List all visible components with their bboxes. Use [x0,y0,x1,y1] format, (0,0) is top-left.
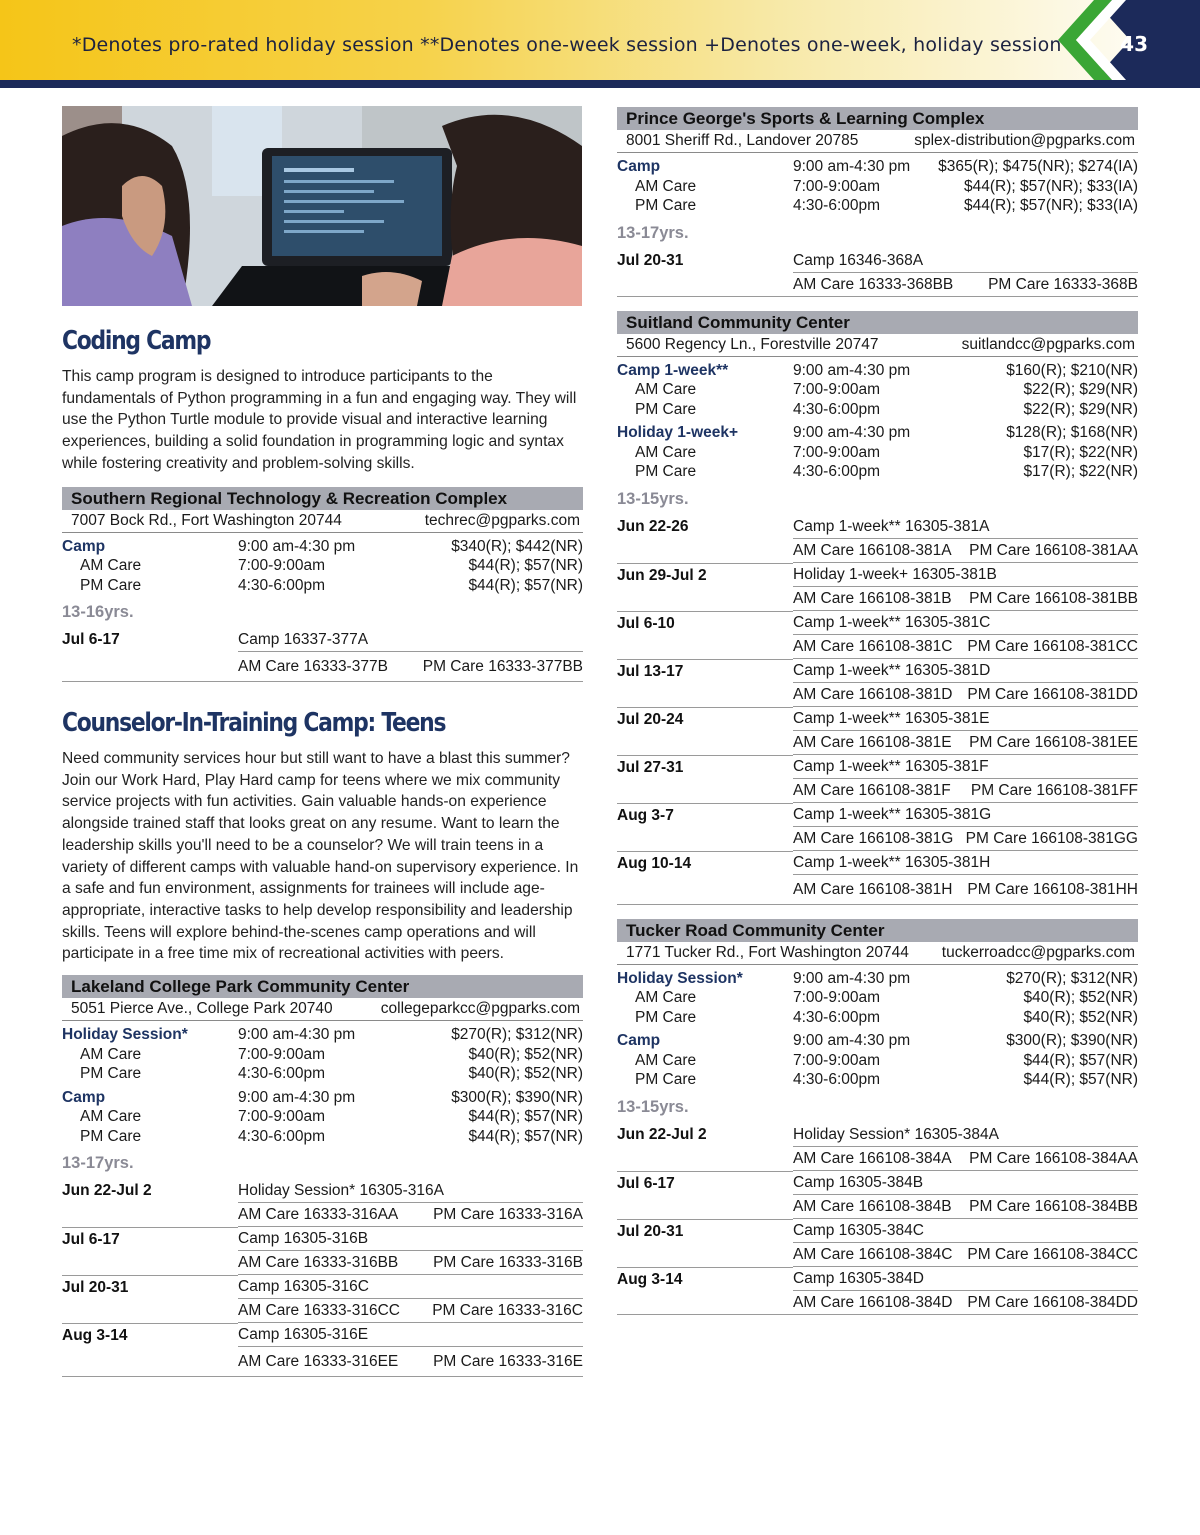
session-date: Jun 29-Jul 2 [617,563,793,587]
care-row [617,875,1138,905]
pm-care-code: PM Care 166108-381HH [967,880,1138,898]
fee-table [62,1025,583,1146]
location-email[interactable]: splex-distribution@pgparks.com [914,132,1135,149]
care-row [617,731,1138,755]
cit-camp-title: Counselor-In-Training Camp: Teens [62,708,446,739]
fee-table [617,969,1138,1090]
fee-price: $365(R); $475(NR); $274(IA) [938,158,1138,175]
location-email[interactable]: tuckerroadcc@pgparks.com [941,943,1135,961]
fee-name: AM Care [635,381,697,398]
am-care-code: AM Care 166108-381B [793,589,952,607]
location-suitland [617,311,1138,905]
fee-row [617,380,1138,400]
schedule-row [617,611,1138,635]
session-date: Jul 20-31 [617,251,684,269]
care-row [617,587,1138,611]
fee-row [62,1088,583,1108]
fee-table [62,537,583,596]
am-care-code: AM Care 166108-384B [793,1197,952,1215]
fee-time: 4:30-6:00pm [238,1127,326,1145]
session-date: Aug 3-7 [617,803,793,827]
fee-name: AM Care [635,989,697,1006]
location-address-row [62,998,583,1021]
fee-row [62,556,583,576]
fee-time: 4:30-6:00pm [793,197,881,214]
schedule-row [617,1219,1138,1243]
care-row [62,1299,583,1323]
fee-price: $17(R); $22(NR) [1023,463,1138,480]
coding-camp-title: Coding Camp [62,326,211,356]
location-email[interactable]: suitlandcc@pgparks.com [961,335,1135,353]
location-address: 7007 Bock Rd., Fort Washington 20744 [71,511,342,529]
care-row [617,827,1138,851]
fee-name: Camp [62,537,106,555]
fee-row [617,443,1138,463]
pm-care-code: PM Care 166108-381EE [969,733,1138,751]
pm-care-code: PM Care 166108-384CC [967,1245,1138,1263]
am-care-code: AM Care 16333-368BB [793,275,954,293]
camp-code: Camp 16305-316B [238,1227,583,1251]
am-care-code: AM Care 166108-381D [793,685,953,703]
fee-price: $44(R); $57(NR); $33(IA) [963,177,1138,195]
location-email[interactable]: techrec@pgparks.com [424,511,580,529]
fee-row [617,1008,1138,1028]
session-date: Jul 6-10 [617,611,793,635]
fee-row [617,177,1138,197]
pm-care-code: PM Care 166108-381CC [967,637,1138,655]
fee-price: $300(R); $390(NR) [451,1088,583,1106]
fee-name: PM Care [635,197,697,214]
fee-time: 4:30-6:00pm [793,400,881,418]
cit-camp-description: Need community services hour but still want to have a blast this summer? Join our Work Hard, Play Hard camp for teens where we mix community service projects with fun activities. Gain valuable hands-on experience alongside trained staff that looks great on any resume. Want to learn the leadership skills you'll need to be a counselor? We will train teens in a variety of different camps with valuable hand-on supervisory experience. In a safe and fun environment, assignments for trainees will include age-appropriate, interactive tasks to help develop responsibility and leadership skills. Teens will explore behind-the-scenes camp operations and will participate in a free time mix of recreational activities with peers. [62,750,579,963]
fee-row [62,576,583,596]
fee-name: PM Care [80,1065,142,1083]
fee-time: 7:00-9:00am [793,177,881,195]
care-row [62,1251,583,1275]
location-name: Suitland Community Center [617,311,1138,334]
schedule-row [617,249,1138,273]
care-row [617,1243,1138,1267]
am-care-code: AM Care 166108-384A [793,1149,952,1167]
schedule-row [62,628,583,652]
schedule-row [617,1123,1138,1147]
location-name: Prince George's Sports & Learning Complex [617,107,1138,130]
fee-time: 7:00-9:00am [238,1045,326,1063]
schedule-table [617,1123,1138,1315]
location-address-row [62,510,583,533]
fee-row [62,537,583,557]
fee-name: Holiday Session* [617,969,743,987]
camp-code: Camp 16305-384C [793,1219,1138,1243]
care-row [617,273,1138,297]
fee-price: $44(R); $57(NR) [468,1127,583,1145]
location-address: 5051 Pierce Ave., College Park 20740 [71,1000,333,1018]
am-care-code: AM Care 16333-316BB [238,1254,399,1272]
fee-time: 4:30-6:00pm [793,1008,881,1026]
pm-care-code: PM Care 16333-316A [433,1206,583,1224]
fee-name: PM Care [80,576,142,594]
camp-code: Camp 16305-316C [238,1275,583,1299]
fee-time: 9:00 am-4:30 pm [238,537,356,555]
am-care-code: AM Care 16333-316EE [238,1353,399,1371]
pm-care-code: PM Care 166108-381DD [967,685,1138,703]
care-row [617,539,1138,563]
camp-code: Camp 16337-377A [238,628,583,652]
schedule-row [62,1275,583,1299]
session-date: Aug 3-14 [617,1267,793,1291]
schedule-table [62,628,583,682]
fee-price: $300(R); $390(NR) [1006,1032,1138,1049]
fee-time: 9:00 am-4:30 pm [793,424,911,441]
fee-price: $22(R); $29(NR) [1023,381,1138,398]
session-date: Jul 27-31 [617,755,793,779]
care-row [617,1147,1138,1171]
fee-price: $40(R); $52(NR) [1023,1008,1138,1026]
fee-time: 7:00-9:00am [793,443,881,461]
care-row [62,1203,583,1227]
schedule-row [617,1267,1138,1291]
pm-care-code: PM Care 16333-316E [433,1353,583,1371]
pm-care-code: PM Care 166108-381GG [965,829,1138,847]
am-care-code: AM Care 16333-316AA [238,1206,399,1224]
care-row [617,683,1138,707]
fee-price: $44(R); $57(NR); $33(IA) [963,197,1138,214]
am-care-code: AM Care 166108-381E [793,733,952,751]
fee-name: PM Care [80,1127,142,1145]
fee-name: PM Care [635,1008,697,1026]
fee-row [617,988,1138,1008]
camp-code: Holiday Session* 16305-316A [238,1179,583,1203]
location-southern-regional [62,487,583,683]
pm-care-code: PM Care 166108-381FF [970,781,1138,799]
camp-code: Camp 16305-316E [238,1323,583,1347]
page-number: 43 [1120,32,1148,56]
fee-row [62,1025,583,1045]
session-date: Jul 13-17 [617,659,793,683]
location-email[interactable]: collegeparkcc@pgparks.com [380,1000,580,1018]
pm-care-code: PM Care 166108-384BB [969,1197,1138,1215]
location-address-row [617,334,1138,357]
schedule-row [617,851,1138,875]
fee-name: Camp 1-week** [617,361,729,379]
fee-row [617,1031,1138,1051]
coding-camp-description: This camp program is designed to introduce participants to the fundamentals of Python programming in a fun and engaging way. They will use the Python Turtle module to provide visual and interactive learning experiences, building a solid foundation in programming logic and syntax while fostering creativity and problem-solving skills. [62,368,577,472]
am-care-code: AM Care 166108-381F [793,781,951,799]
fee-time: 7:00-9:00am [238,1108,326,1126]
schedule-row [617,707,1138,731]
care-row [617,635,1138,659]
fee-row [617,462,1138,482]
session-legend: *Denotes pro-rated holiday session **Denotes one-week session +Denotes one-week, holiday session [72,34,1062,56]
location-tucker-road [617,919,1138,1315]
session-date: Jun 22-Jul 2 [617,1125,707,1143]
session-date: Aug 10-14 [617,851,793,875]
camp-code: Camp 16305-384B [793,1171,1138,1195]
fee-table [617,157,1138,216]
camp-code: Camp 16305-384D [793,1267,1138,1291]
camp-code: Camp 1-week** 16305-381F [793,755,1138,779]
pm-care-code: PM Care 16333-316B [433,1254,583,1272]
schedule-row [617,563,1138,587]
fee-price: $44(R); $57(NR) [468,557,583,575]
fee-row [617,969,1138,989]
pm-care-code: PM Care 16333-377BB [422,658,583,676]
schedule-table [617,249,1138,297]
pm-care-code: PM Care 16333-368B [988,275,1138,293]
care-row [62,1347,583,1377]
camp-code: Camp 16346-368A [793,249,1138,273]
fee-time: 7:00-9:00am [793,989,881,1006]
fee-row [617,400,1138,420]
header-rule [0,80,1200,88]
location-address-row [617,130,1138,153]
fee-price: $160(R); $210(NR) [1006,361,1138,379]
session-date: Jul 6-17 [617,1171,793,1195]
right-column [617,107,1138,1315]
fee-name: Camp [617,158,661,175]
session-date: Aug 3-14 [62,1323,238,1347]
age-range: 13-15yrs. [617,489,689,508]
pm-care-code: PM Care 166108-384DD [967,1293,1138,1311]
session-date: Jul 20-24 [617,707,793,731]
schedule-row [62,1227,583,1251]
location-address: 8001 Sheriff Rd., Landover 20785 [626,132,859,149]
fee-time: 9:00 am-4:30 pm [238,1088,356,1106]
fee-time: 9:00 am-4:30 pm [793,969,911,987]
photo-kids-laptop-icon [62,106,582,306]
fee-name: AM Care [635,177,697,195]
care-row [617,779,1138,803]
am-care-code: AM Care 166108-384C [793,1245,953,1263]
fee-time: 4:30-6:00pm [238,576,326,594]
fee-row [62,1127,583,1147]
session-date: Jun 22-Jul 2 [62,1182,152,1200]
schedule-table [617,515,1138,905]
age-range: 13-16yrs. [62,603,134,622]
age-range: 13-17yrs. [62,1154,134,1173]
schedule-row [617,803,1138,827]
pm-care-code: PM Care 166108-384AA [969,1149,1138,1167]
fee-price: $270(R); $312(NR) [451,1026,583,1044]
schedule-table [62,1179,583,1377]
fee-name: Holiday Session* [62,1026,188,1044]
fee-price: $40(R); $52(NR) [1023,989,1138,1006]
fee-time: 9:00 am-4:30 pm [793,361,911,379]
camp-code: Camp 1-week** 16305-381A [793,515,1138,539]
fee-price: $44(R); $57(NR) [1023,1051,1138,1069]
fee-price: $17(R); $22(NR) [1023,443,1138,461]
schedule-row [617,515,1138,539]
fee-time: 4:30-6:00pm [238,1065,326,1083]
fee-time: 4:30-6:00pm [793,1071,881,1088]
fee-row [62,1107,583,1127]
fee-time: 7:00-9:00am [793,381,881,398]
fee-time: 9:00 am-4:30 pm [793,1032,911,1049]
fee-time: 9:00 am-4:30 pm [793,158,911,175]
fee-row [617,1070,1138,1090]
camp-code: Holiday 1-week+ 16305-381B [793,563,1138,587]
fee-price: $44(R); $57(NR) [468,1108,583,1126]
fee-price: $340(R); $442(NR) [451,537,583,555]
location-name: Southern Regional Technology & Recreation Complex [62,487,583,510]
care-row [617,1291,1138,1315]
fee-price: $40(R); $52(NR) [468,1045,583,1063]
fee-time: 7:00-9:00am [793,1051,881,1069]
am-care-code: AM Care 166108-384D [793,1293,953,1311]
am-care-code: AM Care 166108-381A [793,541,952,559]
fee-row [617,423,1138,443]
fee-row [617,196,1138,216]
fee-name: AM Care [80,1045,142,1063]
fee-row [62,1064,583,1084]
location-pg-sports [617,107,1138,297]
session-date: Jul 6-17 [62,631,120,649]
fee-name: PM Care [635,1071,697,1088]
camp-code: Camp 1-week** 16305-381C [793,611,1138,635]
camp-code: Camp 1-week** 16305-381E [793,707,1138,731]
schedule-row [617,659,1138,683]
fee-name: Camp [62,1088,106,1106]
camp-code: Camp 1-week** 16305-381G [793,803,1138,827]
fee-row [62,1045,583,1065]
fee-row [617,1051,1138,1071]
am-care-code: AM Care 16333-316CC [238,1302,400,1320]
session-date: Jun 22-26 [617,517,689,535]
schedule-row [617,1171,1138,1195]
fee-row [617,157,1138,177]
left-column [62,326,583,1377]
camp-code: Holiday Session* 16305-384A [793,1123,1138,1147]
location-lakeland [62,975,583,1377]
am-care-code: AM Care 16333-377B [238,658,388,676]
fee-name: AM Care [635,1051,697,1069]
fee-price: $22(R); $29(NR) [1023,400,1138,418]
fee-name: PM Care [635,463,697,480]
fee-price: $44(R); $57(NR) [468,576,583,594]
schedule-row [62,1179,583,1203]
fee-price: $270(R); $312(NR) [1006,969,1138,987]
age-range: 13-17yrs. [617,223,689,242]
session-date: Jul 20-31 [617,1219,793,1243]
fee-time: 4:30-6:00pm [793,463,881,480]
location-address: 5600 Regency Ln., Forestville 20747 [626,335,879,353]
am-care-code: AM Care 166108-381G [793,829,954,847]
fee-price: $128(R); $168(NR) [1006,424,1138,441]
fee-time: 9:00 am-4:30 pm [238,1026,356,1044]
fee-name: AM Care [635,443,697,461]
am-care-code: AM Care 166108-381H [793,880,953,898]
fee-price: $40(R); $52(NR) [468,1065,583,1083]
age-range: 13-15yrs. [617,1097,689,1116]
fee-name: PM Care [635,400,697,418]
pm-care-code: PM Care 166108-381BB [969,589,1138,607]
am-care-code: AM Care 166108-381C [793,637,953,655]
pm-care-code: PM Care 16333-316C [432,1302,583,1320]
location-name: Lakeland College Park Community Center [62,975,583,998]
camp-code: Camp 1-week** 16305-381D [793,659,1138,683]
fee-table [617,361,1138,482]
schedule-row [617,755,1138,779]
fee-name: Holiday 1-week+ [617,424,739,441]
location-name: Tucker Road Community Center [617,919,1138,942]
fee-name: AM Care [80,557,142,575]
fee-price: $44(R); $57(NR) [1023,1071,1138,1088]
camp-code: Camp 1-week** 16305-381H [793,851,1138,875]
pm-care-code: PM Care 166108-381AA [969,541,1138,559]
fee-time: 7:00-9:00am [238,557,326,575]
schedule-row [62,1323,583,1347]
care-row [62,652,583,682]
fee-name: AM Care [80,1108,142,1126]
session-date: Jul 6-17 [62,1227,238,1251]
location-address-row [617,942,1138,965]
care-row [617,1195,1138,1219]
fee-row [617,361,1138,381]
session-date: Jul 20-31 [62,1275,238,1299]
location-address: 1771 Tucker Rd., Fort Washington 20744 [626,943,909,961]
fee-name: Camp [617,1032,661,1049]
